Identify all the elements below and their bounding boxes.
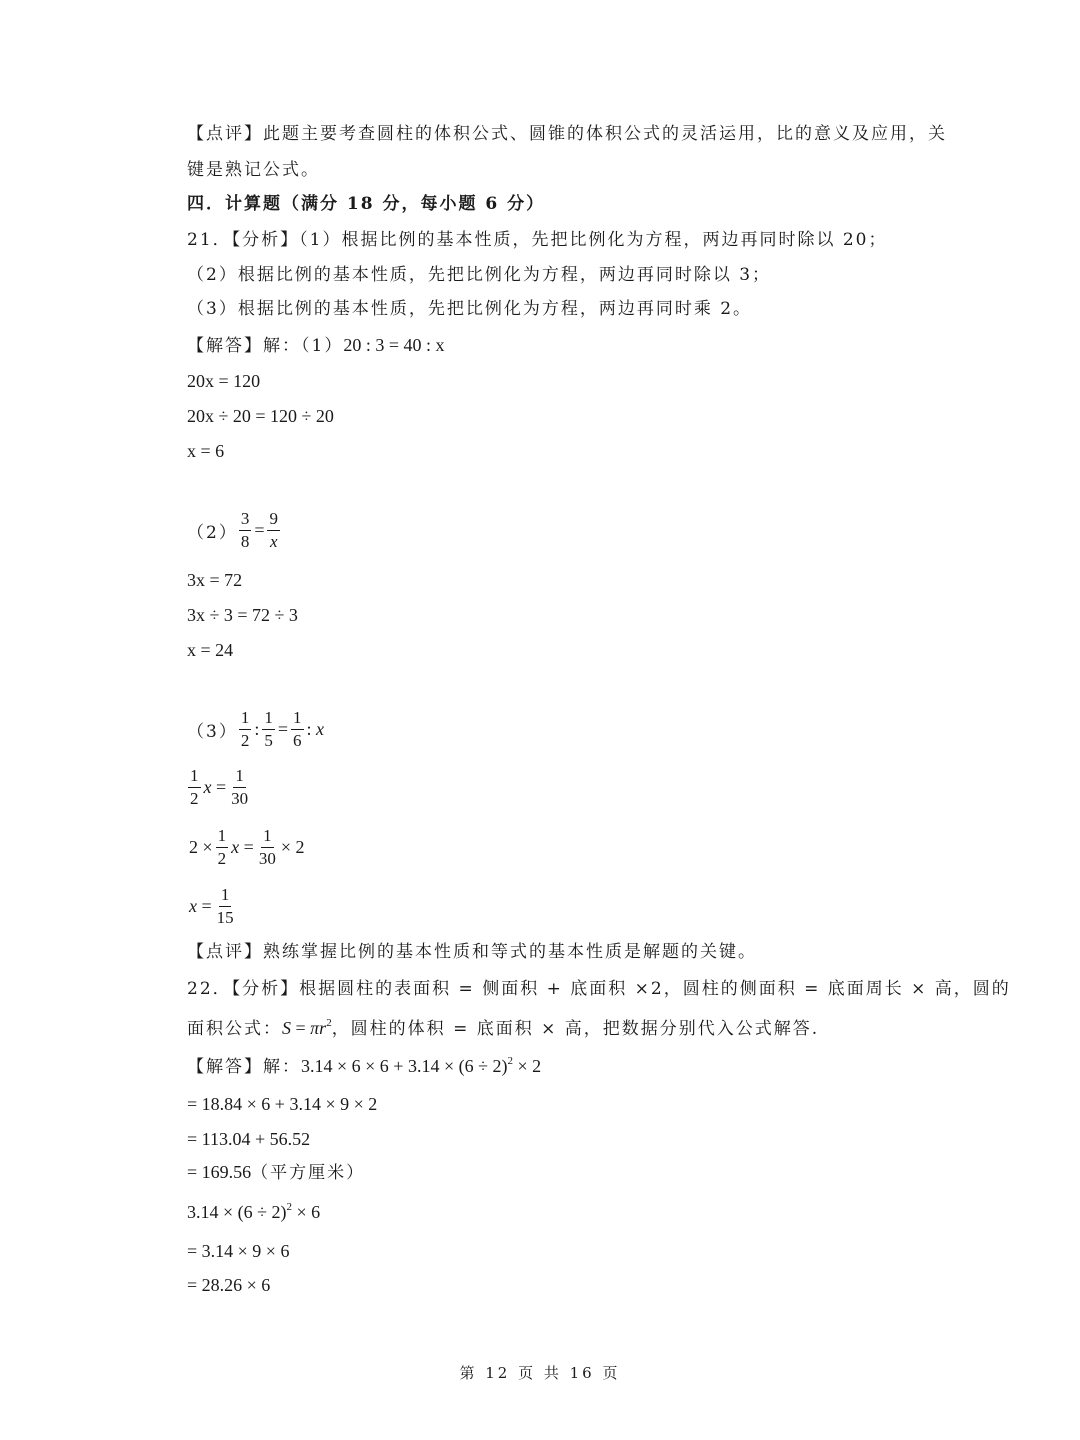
q21-number: 21． [187,230,232,250]
section-title: 四．计算题（满分 18 分，每小题 6 分） [187,194,546,214]
fraction: $\frac{1}{30}$ [231,766,249,808]
q22-analysis-line-1: 22．【分析】根据圆柱的表面积 = 侧面积 + 底面积 ×2，圆柱的侧面积 = 底面周长 × 高，圆的 [187,979,1011,999]
q21-answer-line: 【解答】解：（1）20 : 3 = 40 : x [187,335,445,356]
comment-line-1: 【点评】此题主要考查圆柱的体积公式、圆锥的体积公式的灵活运用，比的意义及应用，关 [187,124,947,144]
q21-p2-step-3: x = 24 [187,640,234,660]
comment-tag: 【点评】 [187,124,263,144]
q21-p1-step-1: 20x = 120 [187,371,261,391]
q21-p3-step-3: x = $\frac{1}{15}$ [189,885,234,927]
q21-p1-equation: 20 : 3 = 40 : x [343,335,445,355]
q22-volume-step-2: = 28.26 × 6 [187,1275,271,1295]
q21-p1-step-3: x = 6 [187,441,225,461]
fraction: $\frac{3}{8}$ [240,509,250,551]
q21-analysis-line-1: 21．【分析】（1）根据比例的基本性质，先把比例化为方程，两边再同时除以 20； [187,230,888,250]
q21-p2-step-1: 3x = 72 [187,570,243,590]
q22-step-3: = 169.56（平方厘米） [187,1162,366,1183]
q22-number: 22． [187,979,232,999]
fraction: $\frac{1}{30}$ [258,826,276,868]
page-footer: 第 12 页 共 16 页 [459,1364,621,1382]
comment-line-2: 键是熟记公式。 [187,160,320,180]
q22-answer-line: 【解答】解：$3.14 \times 6 \times 6 + 3.14 \times (6 \div 2)^2 \times 2$ [187,1055,542,1077]
q22-analysis-line-2: 面积公式：$S = \pi r^2$，圆柱的体积 = 底面积 × 高，把数据分别代入公式解答. [187,1017,820,1039]
q22-volume-step-1: = 3.14 × 9 × 6 [187,1241,290,1261]
fraction: $\frac{1}{2}$ [217,826,227,868]
fraction: $\frac{1}{2}$ [190,766,199,808]
q21-p3-equation: （3） $\frac{1}{2}$ : $\frac{1}{5}$ = $\frac{1}{6}$ : x [187,708,325,750]
q22-step-1: = 18.84 × 6 + 3.14 × 9 × 2 [187,1094,378,1114]
fraction: $\frac{1}{5}$ [264,708,273,750]
q22-volume-step-0: $3.14 \times (6 \div 2)^2 \times 6$ [187,1201,321,1222]
q21-analysis-line-3: （3）根据比例的基本性质，先把比例化为方程，两边再同时乘 2。 [187,299,753,319]
q21-p3-step-1: $\frac{1}{2}$ x = $\frac{1}{30}$ [190,766,249,808]
fraction: $\frac{1}{15}$ [216,885,234,927]
q21-p1-step-2: 20x ÷ 20 = 120 ÷ 20 [187,406,334,426]
q21-p2-equation: （2） $\frac{3}{8}$ = $\frac{9}{x}$ [187,509,278,551]
q21-comment: 【点评】熟练掌握比例的基本性质和等式的基本性质是解题的关键。 [187,942,757,962]
fraction: $\frac{9}{x}$ [269,509,278,551]
q21-p2-step-2: 3x ÷ 3 = 72 ÷ 3 [187,605,298,625]
fraction: $\frac{1}{2}$ [240,708,250,750]
q22-step-2: = 113.04 + 56.52 [187,1129,311,1149]
q21-p3-step-2: 2 × $\frac{1}{2}$ x = $\frac{1}{30}$ × 2 [189,826,305,868]
fraction: $\frac{1}{6}$ [293,708,302,750]
area-formula: $S = \pi r^2$ [282,1017,332,1038]
q21-analysis-line-2: （2）根据比例的基本性质，先把比例化为方程，两边再同时除以 3； [187,265,772,285]
